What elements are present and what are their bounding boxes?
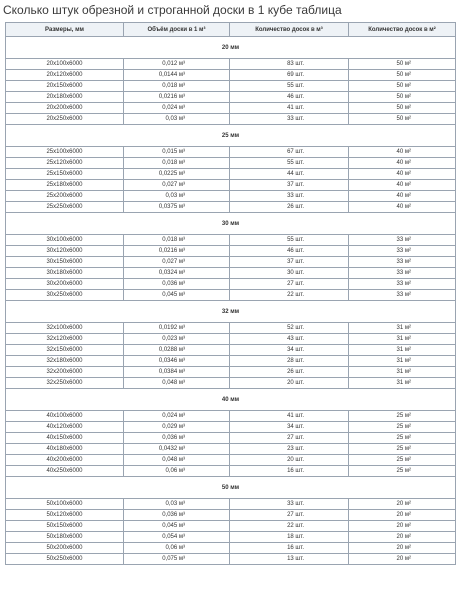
- cell-volume: 0,03 м³: [124, 499, 230, 510]
- cell-volume: 0,054 м³: [124, 532, 230, 543]
- table-row: [6, 455, 456, 466]
- header-volume: Объём доски в 1 м³: [124, 23, 230, 37]
- cell-count: 46 шт.: [230, 92, 349, 103]
- cell-volume: 0,0225 м³: [124, 169, 230, 180]
- cell-count: 33 шт.: [230, 191, 349, 202]
- group-label: 32 мм: [6, 301, 456, 323]
- cell-size: 25x180x6000: [6, 180, 124, 191]
- cell-volume: 0,0384 м³: [124, 367, 230, 378]
- cell-volume: 0,03 м³: [124, 191, 230, 202]
- table-row: [6, 169, 456, 180]
- cell-area: 50 м²: [349, 92, 456, 103]
- cell-size: 20x100x6000: [6, 59, 124, 70]
- group-label: 25 мм: [6, 125, 456, 147]
- cell-volume: 0,0192 м³: [124, 323, 230, 334]
- cell-size: 40x120x6000: [6, 422, 124, 433]
- cell-area: 40 м²: [349, 180, 456, 191]
- cell-volume: 0,045 м³: [124, 290, 230, 301]
- cell-count: 41 шт.: [230, 411, 349, 422]
- table-row: [6, 444, 456, 455]
- cell-size: 30x250x6000: [6, 290, 124, 301]
- cell-count: 27 шт.: [230, 433, 349, 444]
- cell-area: 25 м²: [349, 466, 456, 477]
- table-row: [6, 334, 456, 345]
- cell-area: 33 м²: [349, 268, 456, 279]
- cell-volume: 0,03 м³: [124, 114, 230, 125]
- cell-size: 20x120x6000: [6, 70, 124, 81]
- cell-volume: 0,024 м³: [124, 103, 230, 114]
- cell-volume: 0,015 м³: [124, 147, 230, 158]
- cell-area: 33 м²: [349, 246, 456, 257]
- table-row: [6, 70, 456, 81]
- cell-volume: 0,075 м³: [124, 554, 230, 565]
- table-row: [6, 257, 456, 268]
- cell-area: 31 м²: [349, 345, 456, 356]
- cell-count: 27 шт.: [230, 510, 349, 521]
- cell-count: 34 шт.: [230, 422, 349, 433]
- group-header-row: [6, 37, 456, 59]
- cell-area: 20 м²: [349, 510, 456, 521]
- group-label: 50 мм: [6, 477, 456, 499]
- cell-size: 30x100x6000: [6, 235, 124, 246]
- group-header-row: [6, 125, 456, 147]
- table-row: [6, 345, 456, 356]
- page-title: Сколько штук обрезной и строганной доски в 1 кубе таблица: [3, 3, 342, 17]
- cell-volume: 0,0216 м³: [124, 246, 230, 257]
- group-label: 30 мм: [6, 213, 456, 235]
- cell-area: 31 м²: [349, 378, 456, 389]
- cell-area: 25 м²: [349, 422, 456, 433]
- cell-area: 25 м²: [349, 411, 456, 422]
- group-label: 20 мм: [6, 37, 456, 59]
- cell-count: 67 шт.: [230, 147, 349, 158]
- cell-area: 31 м²: [349, 323, 456, 334]
- cell-area: 40 м²: [349, 202, 456, 213]
- cell-size: 32x200x6000: [6, 367, 124, 378]
- cell-count: 27 шт.: [230, 279, 349, 290]
- cell-volume: 0,023 м³: [124, 334, 230, 345]
- cell-count: 33 шт.: [230, 499, 349, 510]
- cell-area: 20 м²: [349, 499, 456, 510]
- cell-size: 50x250x6000: [6, 554, 124, 565]
- cell-size: 32x150x6000: [6, 345, 124, 356]
- cell-size: 32x100x6000: [6, 323, 124, 334]
- cell-area: 31 м²: [349, 356, 456, 367]
- cell-size: 50x200x6000: [6, 543, 124, 554]
- cell-count: 55 шт.: [230, 235, 349, 246]
- table-row: [6, 290, 456, 301]
- header-count: Количество досок в м³: [230, 23, 349, 37]
- table-row: [6, 268, 456, 279]
- cell-area: 31 м²: [349, 334, 456, 345]
- cell-size: 30x180x6000: [6, 268, 124, 279]
- group-header-row: [6, 477, 456, 499]
- table-row: [6, 422, 456, 433]
- cell-size: 20x250x6000: [6, 114, 124, 125]
- cell-count: 69 шт.: [230, 70, 349, 81]
- table-row: [6, 103, 456, 114]
- cell-size: 32x120x6000: [6, 334, 124, 345]
- cell-count: 44 шт.: [230, 169, 349, 180]
- cell-count: 37 шт.: [230, 257, 349, 268]
- cell-count: 13 шт.: [230, 554, 349, 565]
- cell-volume: 0,0375 м³: [124, 202, 230, 213]
- table-row: [6, 114, 456, 125]
- cell-count: 34 шт.: [230, 345, 349, 356]
- table-row: [6, 191, 456, 202]
- cell-volume: 0,018 м³: [124, 81, 230, 92]
- table-row: [6, 59, 456, 70]
- table-row: [6, 158, 456, 169]
- group-header-row: [6, 213, 456, 235]
- cell-count: 28 шт.: [230, 356, 349, 367]
- cell-size: 40x100x6000: [6, 411, 124, 422]
- cell-volume: 0,0432 м³: [124, 444, 230, 455]
- cell-area: 31 м²: [349, 367, 456, 378]
- cell-area: 50 м²: [349, 70, 456, 81]
- table-row: [6, 235, 456, 246]
- cell-volume: 0,027 м³: [124, 257, 230, 268]
- cell-area: 20 м²: [349, 521, 456, 532]
- board-quantity-table: [5, 22, 456, 565]
- cell-volume: 0,0144 м³: [124, 70, 230, 81]
- cell-area: 40 м²: [349, 191, 456, 202]
- cell-size: 25x200x6000: [6, 191, 124, 202]
- cell-volume: 0,027 м³: [124, 180, 230, 191]
- cell-count: 33 шт.: [230, 114, 349, 125]
- cell-size: 30x200x6000: [6, 279, 124, 290]
- cell-size: 32x180x6000: [6, 356, 124, 367]
- cell-size: 50x100x6000: [6, 499, 124, 510]
- cell-size: 30x150x6000: [6, 257, 124, 268]
- table-header-row: [6, 23, 456, 37]
- cell-volume: 0,06 м³: [124, 466, 230, 477]
- cell-size: 20x180x6000: [6, 92, 124, 103]
- table-row: [6, 543, 456, 554]
- table-row: [6, 378, 456, 389]
- cell-count: 22 шт.: [230, 290, 349, 301]
- cell-area: 33 м²: [349, 235, 456, 246]
- cell-size: 40x150x6000: [6, 433, 124, 444]
- cell-area: 33 м²: [349, 279, 456, 290]
- cell-volume: 0,018 м³: [124, 158, 230, 169]
- cell-size: 25x120x6000: [6, 158, 124, 169]
- cell-volume: 0,06 м³: [124, 543, 230, 554]
- table-row: [6, 147, 456, 158]
- cell-area: 25 м²: [349, 433, 456, 444]
- cell-area: 50 м²: [349, 81, 456, 92]
- cell-volume: 0,0324 м³: [124, 268, 230, 279]
- table-row: [6, 323, 456, 334]
- cell-count: 55 шт.: [230, 81, 349, 92]
- cell-area: 50 м²: [349, 114, 456, 125]
- cell-size: 20x200x6000: [6, 103, 124, 114]
- cell-size: 25x100x6000: [6, 147, 124, 158]
- cell-area: 20 м²: [349, 543, 456, 554]
- cell-volume: 0,024 м³: [124, 411, 230, 422]
- cell-size: 25x150x6000: [6, 169, 124, 180]
- cell-volume: 0,036 м³: [124, 279, 230, 290]
- cell-size: 50x180x6000: [6, 532, 124, 543]
- cell-area: 40 м²: [349, 147, 456, 158]
- cell-count: 18 шт.: [230, 532, 349, 543]
- table-row: [6, 521, 456, 532]
- table-row: [6, 411, 456, 422]
- cell-count: 30 шт.: [230, 268, 349, 279]
- cell-count: 46 шт.: [230, 246, 349, 257]
- table-row: [6, 92, 456, 103]
- cell-area: 50 м²: [349, 59, 456, 70]
- cell-count: 20 шт.: [230, 378, 349, 389]
- cell-count: 23 шт.: [230, 444, 349, 455]
- table-row: [6, 202, 456, 213]
- table-row: [6, 356, 456, 367]
- cell-volume: 0,045 м³: [124, 521, 230, 532]
- cell-count: 16 шт.: [230, 466, 349, 477]
- cell-size: 50x150x6000: [6, 521, 124, 532]
- cell-count: 16 шт.: [230, 543, 349, 554]
- table-body: [6, 37, 456, 565]
- cell-volume: 0,048 м³: [124, 455, 230, 466]
- cell-volume: 0,012 м³: [124, 59, 230, 70]
- table-row: [6, 499, 456, 510]
- group-label: 40 мм: [6, 389, 456, 411]
- cell-count: 83 шт.: [230, 59, 349, 70]
- group-header-row: [6, 301, 456, 323]
- table-row: [6, 279, 456, 290]
- cell-area: 40 м²: [349, 158, 456, 169]
- cell-count: 52 шт.: [230, 323, 349, 334]
- table-row: [6, 246, 456, 257]
- cell-count: 20 шт.: [230, 455, 349, 466]
- cell-area: 25 м²: [349, 455, 456, 466]
- cell-area: 20 м²: [349, 532, 456, 543]
- group-header-row: [6, 389, 456, 411]
- cell-count: 26 шт.: [230, 202, 349, 213]
- cell-area: 33 м²: [349, 257, 456, 268]
- cell-size: 25x250x6000: [6, 202, 124, 213]
- cell-volume: 0,036 м³: [124, 433, 230, 444]
- cell-area: 25 м²: [349, 444, 456, 455]
- table-row: [6, 532, 456, 543]
- cell-volume: 0,0216 м³: [124, 92, 230, 103]
- cell-size: 50x120x6000: [6, 510, 124, 521]
- table-row: [6, 367, 456, 378]
- cell-size: 40x200x6000: [6, 455, 124, 466]
- cell-count: 26 шт.: [230, 367, 349, 378]
- header-area: Количество досок в м²: [349, 23, 456, 37]
- cell-volume: 0,029 м³: [124, 422, 230, 433]
- cell-count: 41 шт.: [230, 103, 349, 114]
- cell-volume: 0,036 м³: [124, 510, 230, 521]
- cell-size: 32x250x6000: [6, 378, 124, 389]
- cell-volume: 0,018 м³: [124, 235, 230, 246]
- cell-area: 20 м²: [349, 554, 456, 565]
- table-row: [6, 180, 456, 191]
- cell-count: 22 шт.: [230, 521, 349, 532]
- cell-count: 37 шт.: [230, 180, 349, 191]
- header-size: Размеры, мм: [6, 23, 124, 37]
- cell-size: 20x150x6000: [6, 81, 124, 92]
- cell-area: 40 м²: [349, 169, 456, 180]
- cell-size: 30x120x6000: [6, 246, 124, 257]
- cell-volume: 0,048 м³: [124, 378, 230, 389]
- cell-volume: 0,0346 м³: [124, 356, 230, 367]
- cell-count: 43 шт.: [230, 334, 349, 345]
- table-row: [6, 510, 456, 521]
- table-row: [6, 433, 456, 444]
- table-row: [6, 554, 456, 565]
- cell-size: 40x250x6000: [6, 466, 124, 477]
- cell-volume: 0,0288 м³: [124, 345, 230, 356]
- cell-count: 55 шт.: [230, 158, 349, 169]
- cell-area: 50 м²: [349, 103, 456, 114]
- cell-size: 40x180x6000: [6, 444, 124, 455]
- table-row: [6, 81, 456, 92]
- table-row: [6, 466, 456, 477]
- cell-area: 33 м²: [349, 290, 456, 301]
